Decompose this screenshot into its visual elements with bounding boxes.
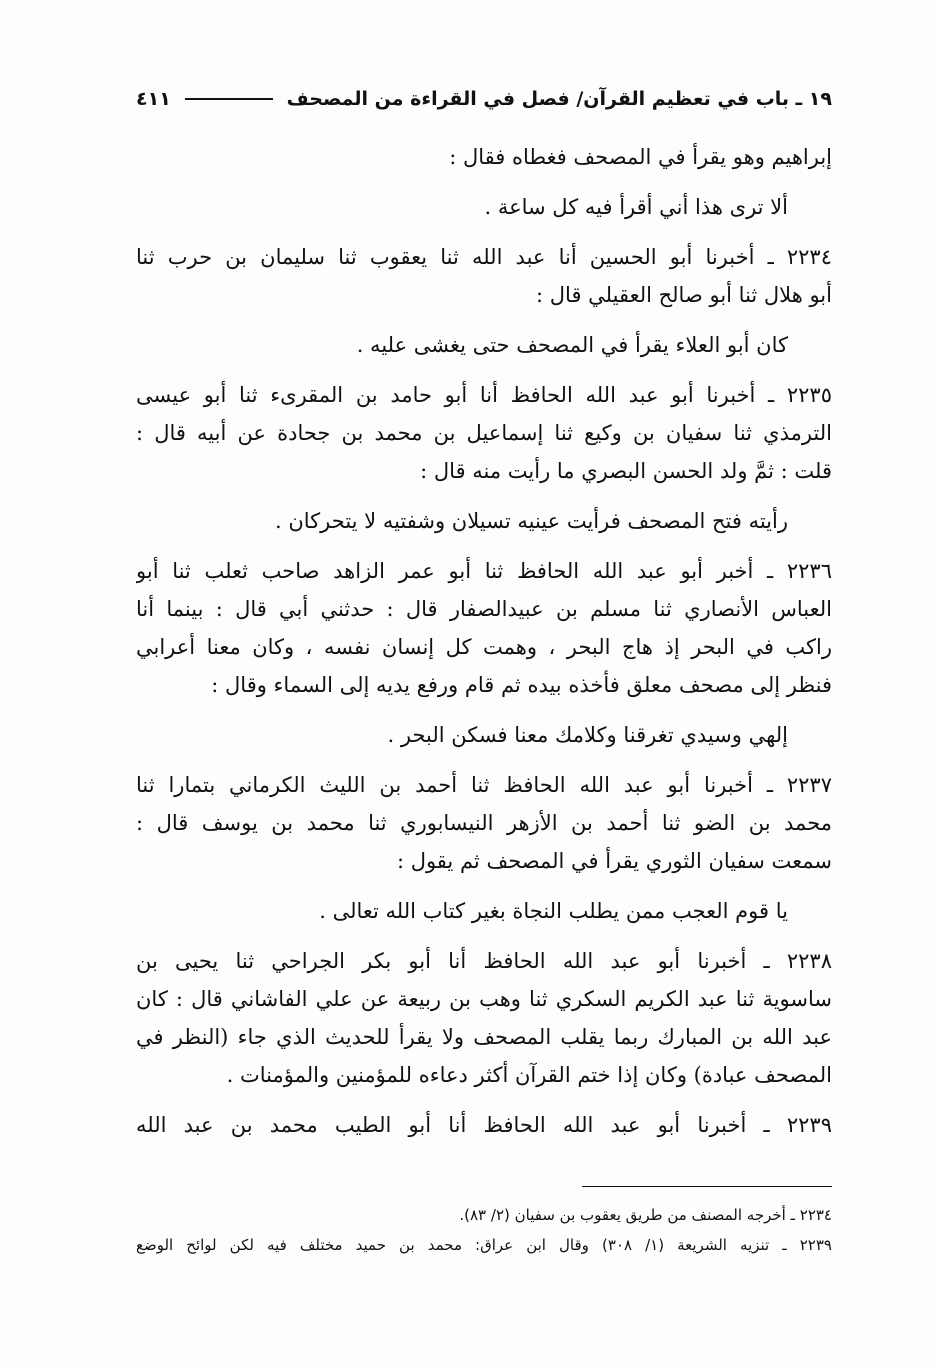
text-line: أبو هلال ثنا أبو صالح العقيلي قال : (536, 283, 832, 307)
footnotes (136, 1200, 832, 1260)
header-rule (185, 98, 273, 100)
quote-line: يا قوم العجب ممن يطلب النجاة بغير كتاب الله تعالى . (319, 899, 788, 923)
text-line: سمعت سفيان الثوري يقرأ في المصحف ثم يقول : (396, 849, 832, 873)
text-line: العباس الأنصاري ثنا مسلم بن عبيدالصفار قال : حدثني أبي قال : بينما أنا (136, 597, 832, 621)
text-line: إبراهيم وهو يقرأ في المصحف فغطاه فقال : (449, 145, 832, 169)
text-line: محمد بن الضو ثنا أحمد بن الأزهر النيسابوري ثنا محمد بن يوسف قال : (136, 811, 832, 835)
footnote: ٢٢٣٤ ـ أخرجه المصنف من طريق يعقوب بن سفيان (٢/ ٨٣). (459, 1206, 832, 1224)
text-line: فنظر إلى مصحف معلق فأخذه بيده ثم قام ورفع يديه إلى السماء وقال : (211, 673, 832, 697)
text-line: ٢٢٣٤ ـ أخبرنا أبو الحسين أنا عبد الله ثنا يعقوب ثنا سليمان بن حرب ثنا (136, 245, 832, 269)
text-line: المصحف عبادة) وكان إذا ختم القرآن أكثر دعاءه للمؤمنين والمؤمنات . (226, 1063, 832, 1087)
text-line: ٢٢٣٦ ـ أخبر أبو عبد الله الحافظ ثنا أبو عمر الزاهد صاحب ثعلب ثنا أبو (136, 559, 832, 583)
quote-line: كان أبو العلاء يقرأ في المصحف حتى يغشى عليه . (356, 333, 788, 357)
text-line: ٢٢٣٨ ـ أخبرنا أبو عبد الله الحافظ أنا أبو بكر الجراحي ثنا يحيى بن (136, 949, 832, 973)
quote-line: إلهي وسيدي تغرقنا وكلامك معنا فسكن البحر . (387, 723, 788, 747)
text-line: ٢٢٣٧ ـ أخبرنا أبو عبد الله الحافظ ثنا أحمد بن الليث الكرماني بتمارا ثنا (136, 773, 832, 797)
footnote: ٢٢٣٩ ـ تنزيه الشريعة (١/ ٣٠٨) وقال ابن عراق: محمد بن حميد مختلف فيه لكن لوائح الوضع (136, 1236, 832, 1254)
text-line: قلت : ثمَّ ولد الحسن البصري ما رأيت منه قال : (420, 459, 832, 483)
text-line: ساسوية ثنا عبد الكريم السكري ثنا وهب بن ربيعة عن علي الفاشاني قال : كان (136, 987, 832, 1011)
footnote-divider (582, 1186, 832, 1187)
quote-line: رأيته فتح المصحف فرأيت عينيه تسيلان وشفتيه لا يتحركان . (275, 509, 788, 533)
text-line: ٢٢٣٩ ـ أخبرنا أبو عبد الله الحافظ أنا أبو الطيب محمد بن عبد الله (136, 1113, 832, 1137)
page-body (136, 138, 832, 1144)
page-number: ٤١١ (136, 88, 171, 110)
text-line: ٢٢٣٥ ـ أخبرنا أبو عبد الله الحافظ أنا أبو حامد بن المقرىء ثنا أبو عيسى (136, 383, 832, 407)
text-line: الترمذي ثنا سفيان بن وكيع ثنا إسماعيل بن محمد بن جحادة عن أبيه قال : (136, 421, 832, 445)
running-header (136, 84, 832, 114)
text-line: عبد الله بن المبارك ربما يقلب المصحف ولا يقرأ للحديث الذي جاء (النظر في (136, 1025, 832, 1049)
quote-line: ألا ترى هذا أني أقرأ فيه كل ساعة . (484, 195, 788, 219)
chapter-title: ١٩ ـ باب في تعظيم القرآن/ فصل في القراءة من المصحف (286, 88, 832, 110)
text-line: راكب في البحر إذ هاج البحر ، وهمت كل إنسان نفسه ، وكان معنا أعرابي (136, 635, 832, 659)
